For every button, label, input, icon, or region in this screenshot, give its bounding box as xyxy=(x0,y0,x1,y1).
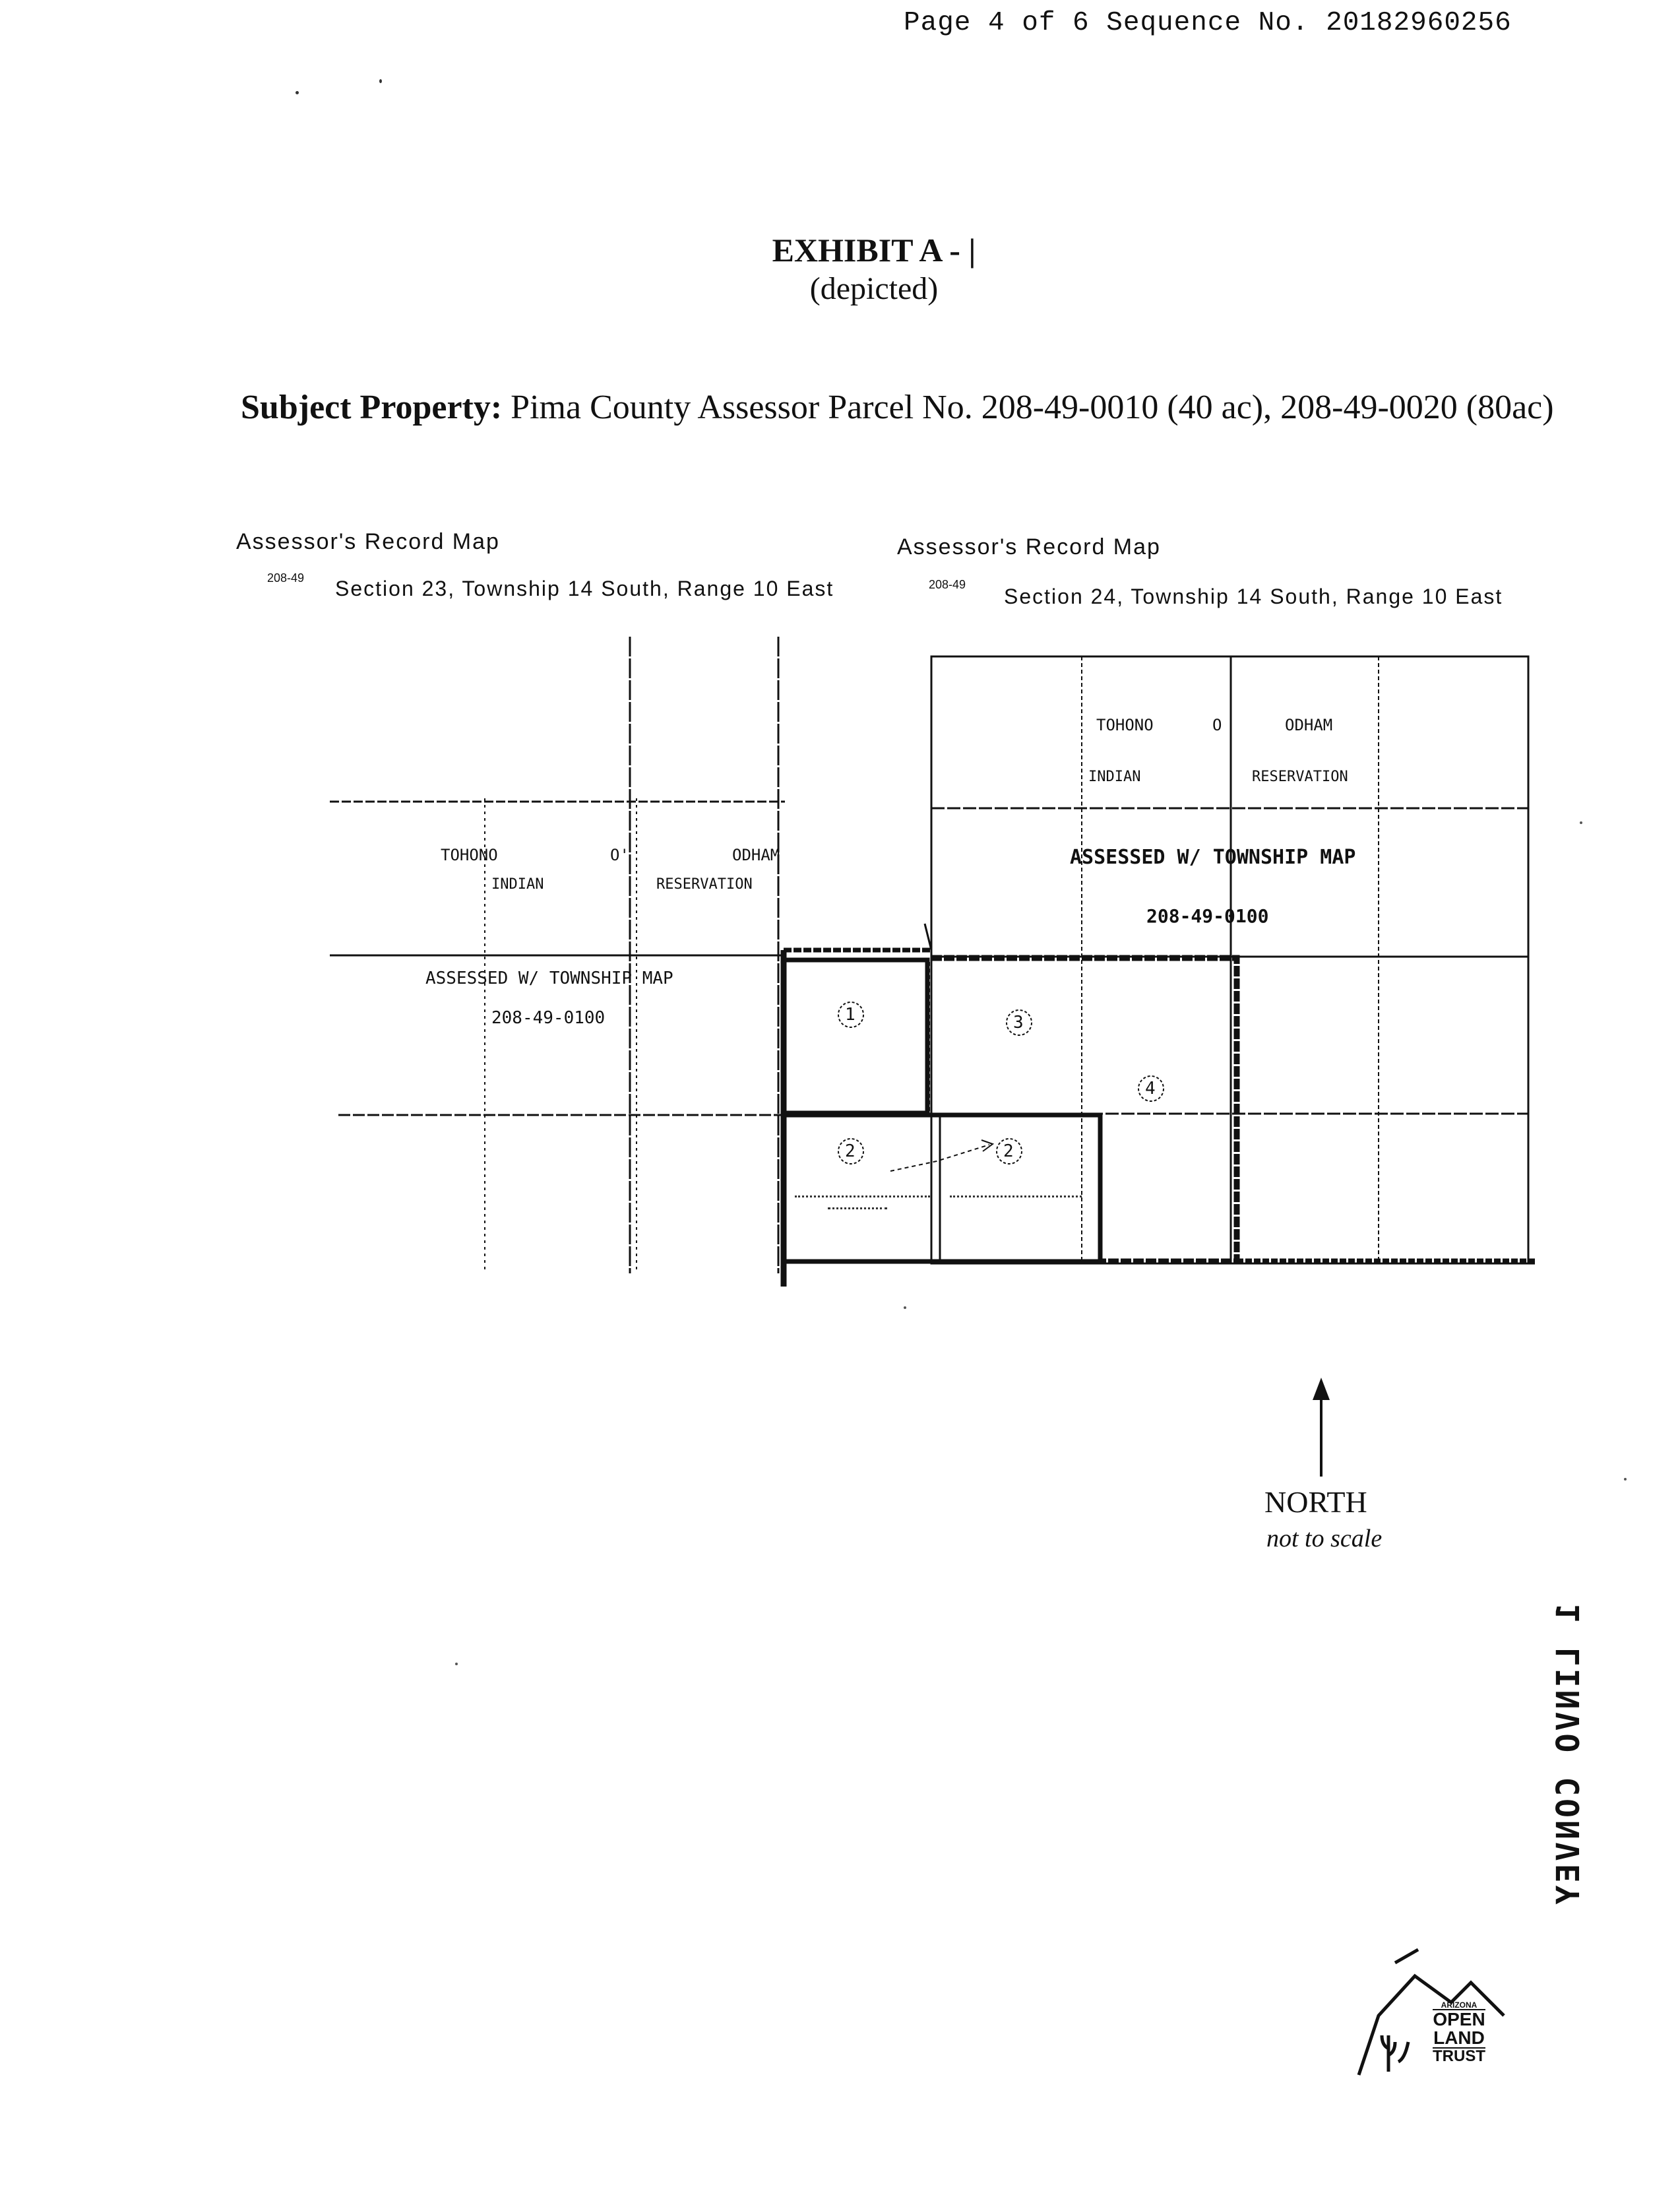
scale-note: not to scale xyxy=(1266,1525,1383,1552)
right-assessed: ASSESSED W/ TOWNSHIP MAP xyxy=(1070,846,1356,869)
left-tohono: TOHONO xyxy=(441,846,498,864)
exhibit-subtitle: (depicted) xyxy=(809,271,939,306)
right-reservation: RESERVATION xyxy=(1252,769,1348,785)
right-tohono: TOHONO xyxy=(1096,716,1154,734)
parcel-2b-note-marks xyxy=(950,1195,1082,1203)
speck xyxy=(1580,821,1582,824)
right-odham: ODHAM xyxy=(1285,716,1333,734)
left-o: O' xyxy=(610,846,629,864)
right-parcel-number: 208-49-0100 xyxy=(1146,905,1269,927)
subject-label: Subject Property: xyxy=(241,389,503,426)
parcel-2-note-marks xyxy=(795,1195,930,1203)
left-map-ref: 208-49 xyxy=(267,571,305,585)
logo-text xyxy=(1433,2001,1485,2064)
left-parcel-number: 208-49-0100 xyxy=(491,1008,606,1028)
open-land-trust-logo xyxy=(1352,1943,1510,2082)
right-map-title: Assessor's Record Map xyxy=(897,534,1161,559)
parcel-2-note-marks xyxy=(828,1207,887,1213)
page-sequence: Page 4 of 6 Sequence No. 20182960256 xyxy=(904,8,1512,38)
left-reservation: RESERVATION xyxy=(656,876,753,893)
right-indian: INDIAN xyxy=(1088,769,1141,785)
north-label: NORTH xyxy=(1264,1485,1367,1519)
speck xyxy=(904,1306,906,1309)
left-odham: ODHAM xyxy=(732,846,780,864)
side-stamp: 1 LINVO CONVEY xyxy=(1550,1603,1587,1907)
left-assessed: ASSESSED W/ TOWNSHIP MAP xyxy=(425,969,673,988)
parcel-4-number: 4 xyxy=(1145,1079,1156,1099)
right-o: O xyxy=(1212,716,1222,734)
logo-line-open: OPEN xyxy=(1433,2009,1485,2029)
logo-line-trust: TRUST xyxy=(1433,2047,1485,2065)
exhibit-title: EXHIBIT A - | xyxy=(772,232,976,269)
parcel-1-number: 1 xyxy=(845,1005,856,1025)
left-map-section: Section 23, Township 14 South, Range 10 East xyxy=(335,577,834,600)
parcel-2-number: 2 xyxy=(845,1141,856,1161)
left-map-title: Assessor's Record Map xyxy=(236,529,500,554)
left-indian: INDIAN xyxy=(491,876,544,893)
parcel-2b-number: 2 xyxy=(1003,1141,1014,1161)
logo-line-land: LAND xyxy=(1433,2027,1485,2048)
speck xyxy=(1624,1478,1627,1481)
right-map-section: Section 24, Township 14 South, Range 10 East xyxy=(1004,585,1503,608)
subject-text: Pima County Assessor Parcel No. 208-49-0010 (40 ac), 208-49-0020 (80ac) xyxy=(502,389,1554,426)
parcel-3-number: 3 xyxy=(1013,1013,1024,1033)
right-map-ref: 208-49 xyxy=(929,578,966,591)
logo-mark-icon xyxy=(1352,1943,1510,2082)
logo-line-arizona: ARIZONA xyxy=(1433,2001,1485,2010)
speck xyxy=(455,1663,458,1665)
